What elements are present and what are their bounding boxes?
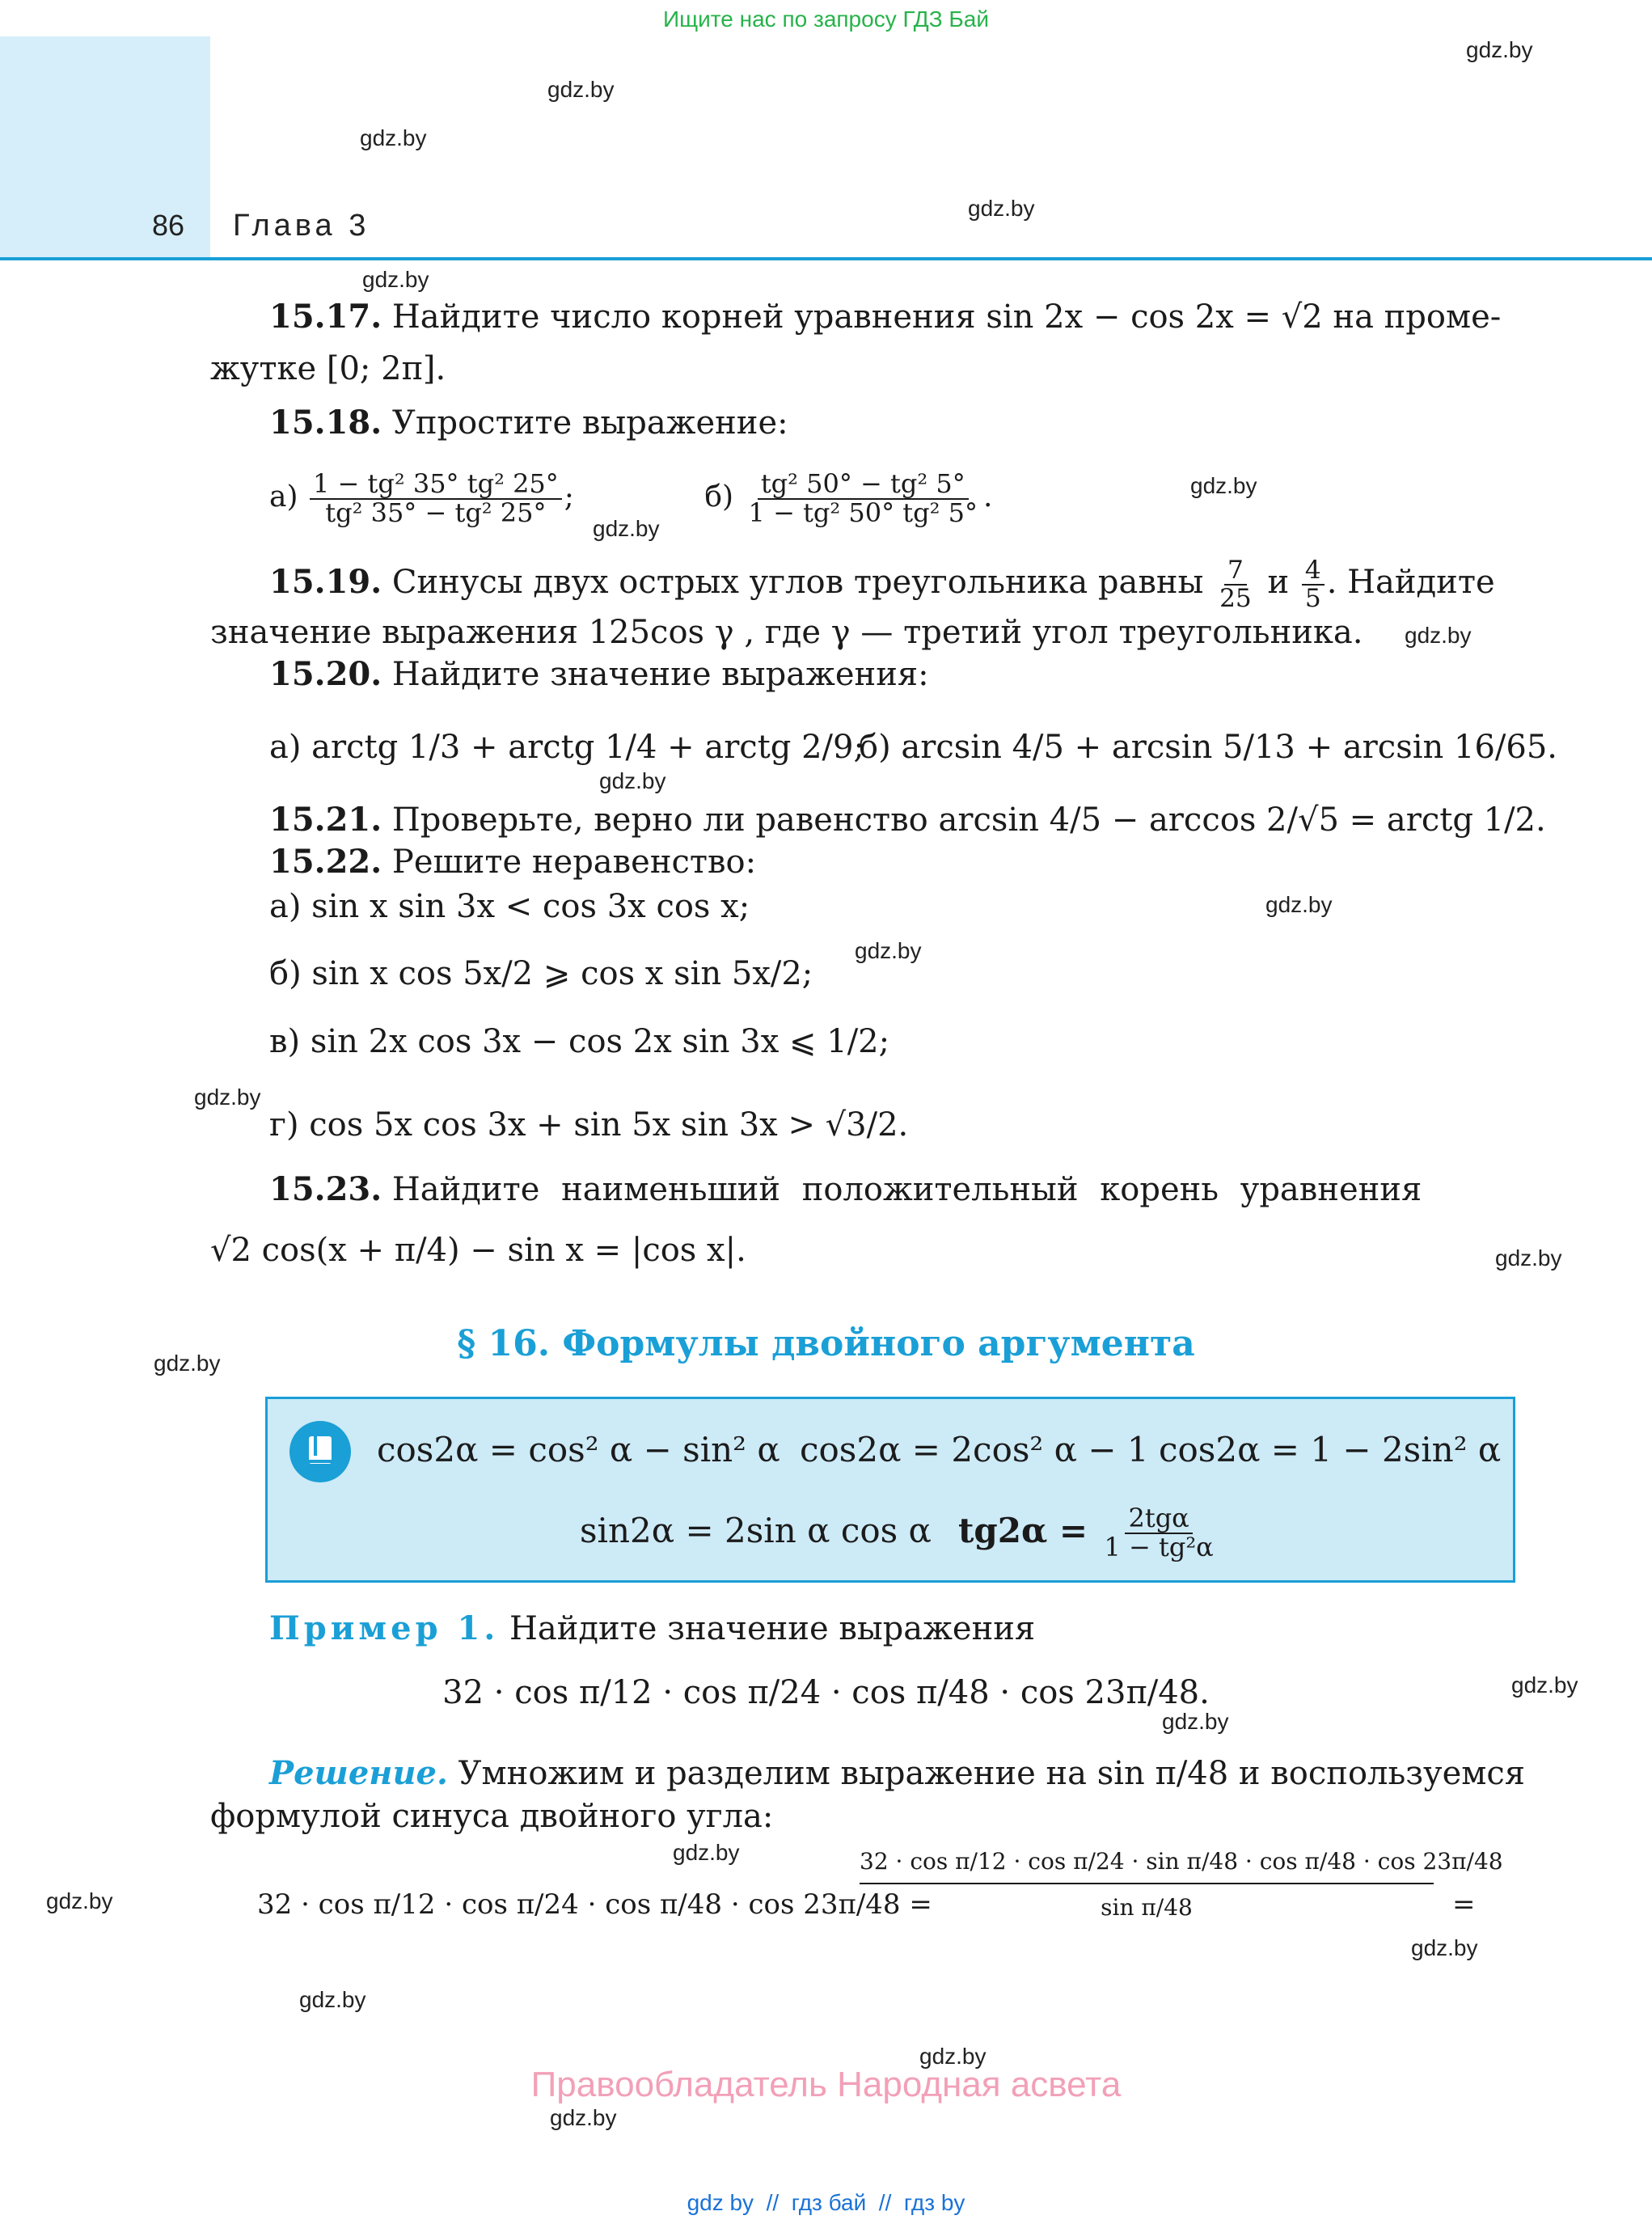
problem-15-22	[210, 841, 1519, 883]
problem-text: Найдите число корней уравнения sin 2x − cos 2x = √2 на проме-	[391, 298, 1502, 336]
fraction-numerator: 2tgα	[1125, 1505, 1192, 1534]
part-b: б) arcsin 4/5 + arcsin 5/13 + arcsin 16/65.	[859, 729, 1557, 766]
example-expression: 32 · cos π/12 · cos π/24 · cos π/48 · cos 23π/48.	[442, 1674, 1210, 1711]
fraction-numerator: 7	[1224, 557, 1247, 586]
formula	[958, 1495, 1219, 1567]
problem-text: жутке [0; 2π].	[210, 350, 446, 387]
fraction	[310, 468, 562, 528]
problem-15-22-b	[210, 953, 1519, 995]
problem-text: Найдите наименьший положительный корень уравнения	[391, 1171, 1422, 1208]
problem-text: значение выражения 125cos γ , где γ — третий угол треугольника.	[210, 614, 1363, 651]
watermark: gdz.by	[968, 196, 1035, 221]
problem-15-22-g	[210, 1104, 1519, 1146]
fraction-denominator: 1 − tg²α	[1104, 1532, 1214, 1562]
problem-15-18-parts	[210, 453, 1519, 542]
solution-text: Умножим и разделим выражение на sin π/48 и воспользуемся	[458, 1755, 1525, 1792]
watermark: gdz.by	[1405, 623, 1472, 648]
formula-left: tg2α =	[958, 1511, 1088, 1550]
example-text: Найдите значение выражения	[509, 1610, 1036, 1647]
fraction-denominator: 5	[1304, 584, 1321, 613]
part-a: а) sin x sin 3x < cos 3x cos x;	[269, 888, 750, 925]
problem-15-20	[210, 653, 1519, 696]
watermark: gdz.by	[919, 2044, 987, 2069]
watermark: gdz.by	[1411, 1935, 1478, 1960]
formula-box	[265, 1397, 1515, 1583]
punct: .	[983, 480, 993, 514]
formula: cos2α = 1 − 2sin² α	[1159, 1430, 1502, 1469]
watermark: gdz.by	[547, 77, 615, 102]
problem-text: Синусы двух острых углов треугольника равны	[391, 564, 1204, 601]
watermark: gdz.by	[1466, 37, 1533, 62]
problem-text: Упростите выражение:	[391, 404, 788, 442]
problem-text: Проверьте, верно ли равенство arcsin 4/5 − arccos 2/√5 = arctg 1/2.	[391, 801, 1546, 839]
equation-end: =	[1452, 1888, 1476, 1921]
watermark: gdz.by	[550, 2105, 617, 2130]
watermark: gdz.by	[1190, 473, 1257, 498]
top-banner[interactable]: Ищите нас по запросу ГДЗ Бай	[662, 6, 990, 32]
problem-text: Найдите значение выражения:	[391, 656, 929, 693]
page-number: 86	[152, 209, 185, 242]
watermark: gdz.by	[1265, 892, 1333, 917]
header-rule	[0, 257, 1652, 260]
fraction-numerator: tg² 50° − tg² 5°	[758, 471, 969, 500]
conjunction: и	[1267, 564, 1290, 601]
watermark: gdz.by	[1495, 1245, 1562, 1271]
problem-15-19-cont	[210, 611, 1519, 653]
watermark: gdz.by	[599, 768, 666, 793]
formula: cos2α = 2cos² α − 1	[800, 1430, 1149, 1469]
solution-text: формулой синуса двойного угла:	[210, 1798, 774, 1835]
watermark: gdz.by	[593, 516, 660, 541]
problem-15-21	[210, 799, 1546, 841]
fraction-denominator: 1 − tg² 50° tg² 5°	[748, 497, 978, 528]
solution-heading	[210, 1753, 1525, 1795]
fraction	[1216, 557, 1255, 612]
copyright: Правообладатель Народная асвета	[530, 2065, 1122, 2104]
equation-left: 32 · cos π/12 · cos π/24 · cos π/48 · cos 23π/48 =	[257, 1888, 932, 1921]
fraction	[746, 468, 981, 528]
watermark: gdz.by	[46, 1888, 113, 1913]
part-v: в) sin 2x cos 3x − cos 2x sin 3x ⩽ 1/2;	[269, 1023, 890, 1060]
part-g: г) cos 5x cos 3x + sin 5x sin 3x > √3/2.	[269, 1106, 909, 1144]
problem-text: Решите неравенство:	[391, 844, 757, 881]
problem-number: 15.19.	[269, 563, 382, 601]
example-heading	[210, 1608, 1519, 1650]
fraction	[1101, 1505, 1216, 1561]
footer-links[interactable]: gdz by // гдз бай // гдз by	[687, 2190, 965, 2215]
fraction-numerator: 1 − tg² 35° tg² 25°	[310, 471, 562, 500]
fraction	[1302, 557, 1325, 612]
fraction-denominator: tg² 35° − tg² 25°	[325, 497, 547, 528]
watermark: gdz.by	[1511, 1672, 1578, 1698]
fraction-denominator: 25	[1219, 584, 1252, 613]
problem-15-19	[210, 550, 1519, 615]
problem-15-17	[210, 296, 1519, 338]
solution-equation	[257, 1848, 1519, 1969]
watermark: gdz.by	[154, 1351, 221, 1376]
example-label: Пример 1.	[269, 1609, 500, 1647]
watermark: gdz.by	[299, 1987, 366, 2012]
problem-number: 15.22.	[269, 843, 382, 881]
equation-fraction	[860, 1848, 1503, 1921]
problem-number: 15.23.	[269, 1170, 382, 1208]
part-b: б) sin x cos 5x/2 ⩾ cos x sin 5x/2;	[269, 955, 813, 992]
watermark: gdz.by	[1162, 1709, 1229, 1734]
problem-15-22-v	[210, 1021, 1519, 1063]
problem-number: 15.18.	[269, 404, 382, 442]
problem-15-23	[210, 1169, 1519, 1211]
watermark: gdz.by	[360, 125, 427, 150]
problem-number: 15.20.	[269, 655, 382, 693]
problem-number: 15.17.	[269, 298, 382, 336]
fraction-denominator: sin π/48	[1101, 1894, 1193, 1921]
problem-number: 15.21.	[269, 801, 382, 839]
problem-text: . Найдите	[1326, 564, 1495, 601]
formula: sin2α = 2sin α cos α	[580, 1511, 932, 1550]
problem-text: √2 cos(x + π/4) − sin x = |cos x|.	[210, 1232, 746, 1269]
problem-15-20-parts	[210, 726, 1557, 768]
watermark: gdz.by	[855, 938, 922, 963]
watermark: gdz.by	[194, 1085, 261, 1110]
problem-15-23-cont	[210, 1229, 1519, 1271]
formula: cos2α = cos² α − sin² α	[377, 1430, 780, 1469]
part-label: а)	[269, 480, 298, 514]
part-label: б)	[704, 480, 734, 514]
book-icon	[289, 1421, 351, 1482]
section-title: § 16. Формулы двойного аргумента	[457, 1323, 1195, 1364]
problem-15-18	[210, 402, 1519, 444]
fraction-numerator: 4	[1302, 557, 1325, 586]
punct: ;	[564, 480, 574, 514]
problem-15-22-a	[210, 886, 1519, 928]
part-a: а) arctg 1/3 + arctg 1/4 + arctg 2/9;	[269, 729, 864, 766]
solution-label: Решение.	[269, 1754, 448, 1792]
solution-cont	[210, 1795, 1519, 1837]
watermark: gdz.by	[673, 1840, 740, 1865]
chapter-title: Глава 3	[233, 209, 370, 243]
problem-15-17-cont	[210, 348, 1519, 390]
fraction-numerator: 32 · cos π/12 · cos π/24 · sin π/48 · cos π/48 · cos 23π/48	[860, 1848, 1434, 1884]
watermark: gdz.by	[362, 267, 429, 292]
